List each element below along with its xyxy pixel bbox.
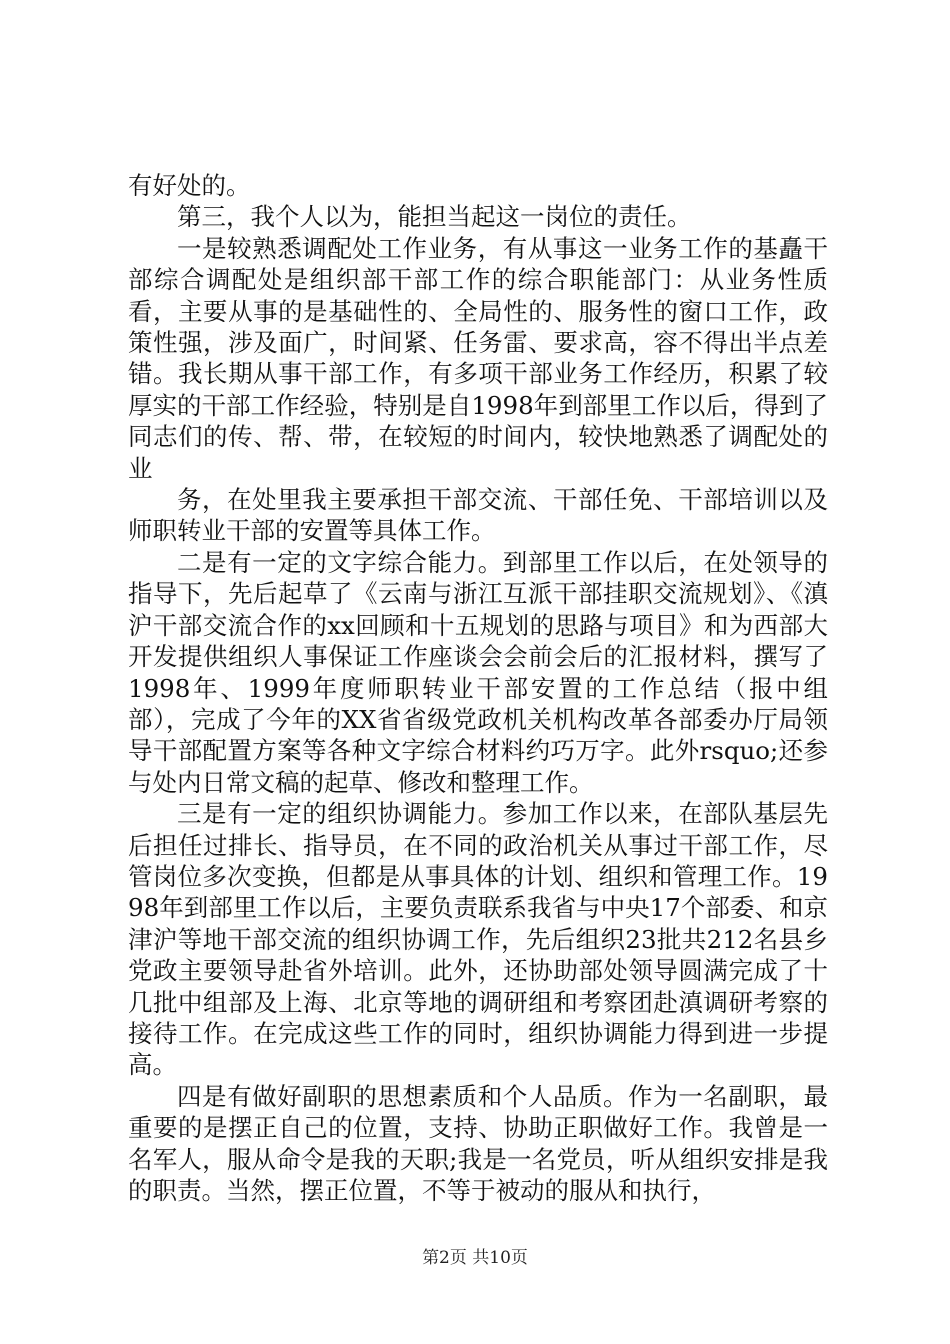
page-footer: 第2页 共10页 [422,1248,528,1268]
paragraph-1: 有好处的。 [128,171,251,200]
paragraph-4: 务，在处里我主要承担干部交流、干部任免、干部培训以及师职转业干部的安置等具体工作。 [128,485,828,546]
paragraph-5: 二是有一定的文字综合能力。到部里工作以后，在处领导的指导下，先后起草了《云南与浙江互派干部挂职交流规划》、《滇沪干部交流合作的xx回顾和十五规划的思路与项目》和为西部大开发提供组织人事保证工作座谈会会前会后的汇报材料，撰写了1998年、1999年度师职转业干部安置的工作总结（报中组部），完成了今年的XX省省级党政机关机构改革各部委办厅局领导干部配置方案等各种文字综合材料约巧万字。此外rsquo;还参与处内日常文稿的起草、修改和整理工作。 [128,547,828,797]
paragraph-2: 第三，我个人以为，能担当起这一岗位的责任。 [177,202,692,232]
paragraph-7: 四是有做好副职的思想素质和个人品质。作为一名副职，最重要的是摆正自己的位置，支持、协助正职做好工作。我曾是一名军人，服从命令是我的天职;我是一名党员，听从组织安排是我的职责。当然，摆正位置，不等于被动的服从和执行， [128,1081,828,1205]
paragraph-3: 一是较熟悉调配处工作业务，有从事这一业务工作的基矗干部综合调配处是组织部干部工作的综合职能部门：从业务性质看，主要从事的是基础性的、全局性的、服务性的窗口工作，政策性强，涉及面广，时间紧、任务雷、要求高，容不得出半点差错。我长期从事干部工作，有多项干部业务工作经历，积累了较厚实的干部工作经验，特别是自1998年到部里工作以后，得到了同志们的传、帮、带，在较短的时间内，较快地熟悉了调配处的业 [128,233,828,483]
paragraph-6: 三是有一定的组织协调能力。参加工作以来，在部队基层先后担任过排长、指导员，在不同的政治机关从事过干部工作，尽管岗位多次变换，但都是从事具体的计划、组织和管理工作。1998年到部里工作以后，主要负责联系我省与中央17个部委、和京津沪等地干部交流的组织协调工作，先后组织23批共212名县乡党政主要领导赴省外培训。此外，还协助部处领导圆满完成了十几批中组部及上海、北京等地的调研组和考察团赴滇调研考察的接待工作。在完成这些工作的同时，组织协调能力得到进一步提高。 [128,799,828,1080]
document-body [128,170,828,1206]
